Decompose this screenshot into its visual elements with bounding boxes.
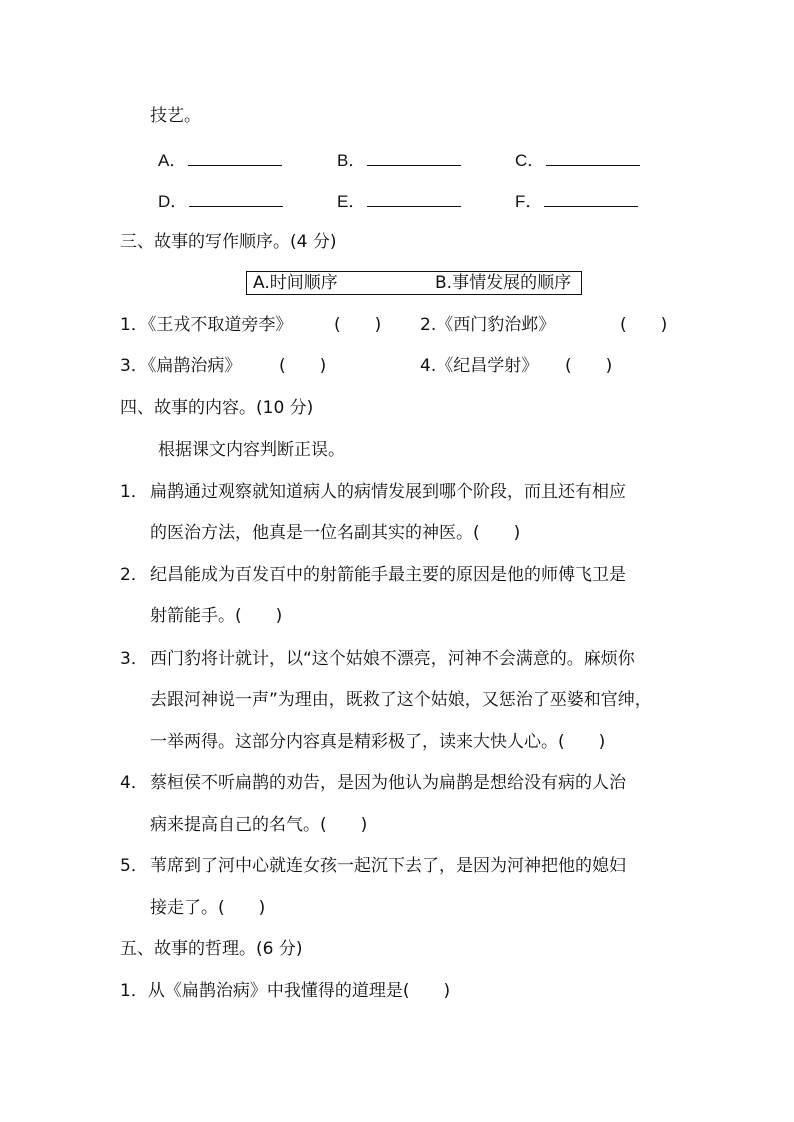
section-5-heading: 五、故事的哲理。(6 分) bbox=[120, 939, 303, 959]
s4-item-3-line-3: 一举两得。这部分内容真是精彩极了，读来大快人心。( ) bbox=[150, 732, 606, 752]
s3-q3-answer-paren[interactable]: ( ) bbox=[279, 356, 327, 376]
blank-label-f: F． bbox=[515, 192, 543, 211]
s3-q4-answer-paren[interactable]: ( ) bbox=[565, 356, 613, 376]
s4-item-4-line-2: 病来提高自己的名气。( ) bbox=[150, 815, 368, 835]
s4-item-5-line-1: 苇席到了河中心就连女孩一起沉下去了，是因为河神把他的媳妇 bbox=[150, 856, 626, 876]
blank-line-a[interactable] bbox=[188, 148, 282, 166]
s4-item-3-number: 3． bbox=[120, 649, 148, 669]
blank-label-e: E． bbox=[337, 192, 366, 211]
blank-line-d[interactable] bbox=[189, 189, 283, 207]
s3-question-1 bbox=[120, 313, 292, 337]
section-4-instruction: 根据课文内容判断正误。 bbox=[158, 440, 345, 460]
blank-option-a bbox=[158, 148, 282, 173]
blank-line-e[interactable] bbox=[367, 189, 461, 207]
blank-option-b bbox=[337, 148, 461, 173]
s4-item-1-line-1: 扁鹊通过观察就知道病人的病情发展到哪个阶段，而且还有相应 bbox=[150, 482, 626, 502]
s3-q1-number: 1． bbox=[120, 315, 148, 335]
blank-option-e bbox=[337, 189, 461, 214]
s3-q3-title: 《扁鹊治病》 bbox=[147, 356, 242, 376]
s3-question-2: 2.《西门豹治邺》 bbox=[420, 315, 556, 335]
section-3-heading: 三、故事的写作顺序。(4 分) bbox=[120, 232, 337, 252]
s4-item-1-line-2: 的医治方法，他真是一位名副其实的神医。( ) bbox=[150, 523, 521, 543]
option-event-order: B.事情发展的顺序 bbox=[435, 273, 572, 293]
s4-item-2-line-1: 纪昌能成为百发百中的射箭能手最主要的原因是他的师傅飞卫是 bbox=[150, 565, 626, 585]
s5-question-1 bbox=[120, 979, 450, 1003]
blank-label-d: D． bbox=[158, 192, 188, 211]
answer-blanks-row-2 bbox=[0, 189, 794, 213]
blank-label-c: C． bbox=[515, 151, 545, 170]
s4-item-2-line-2: 射箭能手。( ) bbox=[150, 606, 283, 626]
continued-text: 技艺。 bbox=[150, 106, 201, 126]
s4-item-2-number: 2． bbox=[120, 565, 148, 585]
blank-option-f bbox=[515, 189, 638, 214]
s5-q1-text: 从《扁鹊治病》中我懂得的道理是( ) bbox=[147, 981, 451, 1001]
answer-blanks-row-1 bbox=[0, 148, 794, 172]
s5-q1-number: 1． bbox=[120, 981, 148, 1001]
s4-item-4-line-1: 蔡桓侯不听扁鹊的劝告，是因为他认为扁鹊是想给没有病的人治 bbox=[150, 773, 626, 793]
blank-line-f[interactable] bbox=[544, 189, 638, 207]
blank-option-d bbox=[158, 189, 283, 214]
s4-item-3-line-2: 去跟河神说一声”为理由，既救了这个姑娘，又惩治了巫婆和官绅， bbox=[150, 690, 652, 710]
blank-label-b: B． bbox=[337, 151, 366, 170]
s4-item-3-line-1: 西门豹将计就计，以“这个姑娘不漂亮，河神不会满意的。麻烦你 bbox=[150, 649, 635, 669]
order-options-box bbox=[246, 271, 582, 295]
s3-q2-answer-paren[interactable]: ( ) bbox=[620, 315, 668, 335]
s4-item-1-number: 1． bbox=[120, 482, 148, 502]
blank-line-c[interactable] bbox=[546, 148, 640, 166]
section-4-heading: 四、故事的内容。(10 分) bbox=[120, 398, 314, 418]
blank-label-a: A． bbox=[158, 151, 187, 170]
blank-line-b[interactable] bbox=[367, 148, 461, 166]
s3-q1-title: 《王戎不取道旁李》 bbox=[147, 315, 293, 335]
s4-item-4-number: 4． bbox=[120, 773, 148, 793]
s4-item-5-line-2: 接走了。( ) bbox=[150, 898, 266, 918]
s3-question-3 bbox=[120, 354, 241, 378]
s3-q1-answer-paren[interactable]: ( ) bbox=[334, 315, 382, 335]
option-time-order: A.时间顺序 bbox=[253, 273, 338, 293]
s3-question-4: 4.《纪昌学射》 bbox=[420, 356, 539, 376]
s4-item-5-number: 5． bbox=[120, 856, 148, 876]
s3-q3-number: 3． bbox=[120, 356, 148, 376]
blank-option-c bbox=[515, 148, 640, 173]
